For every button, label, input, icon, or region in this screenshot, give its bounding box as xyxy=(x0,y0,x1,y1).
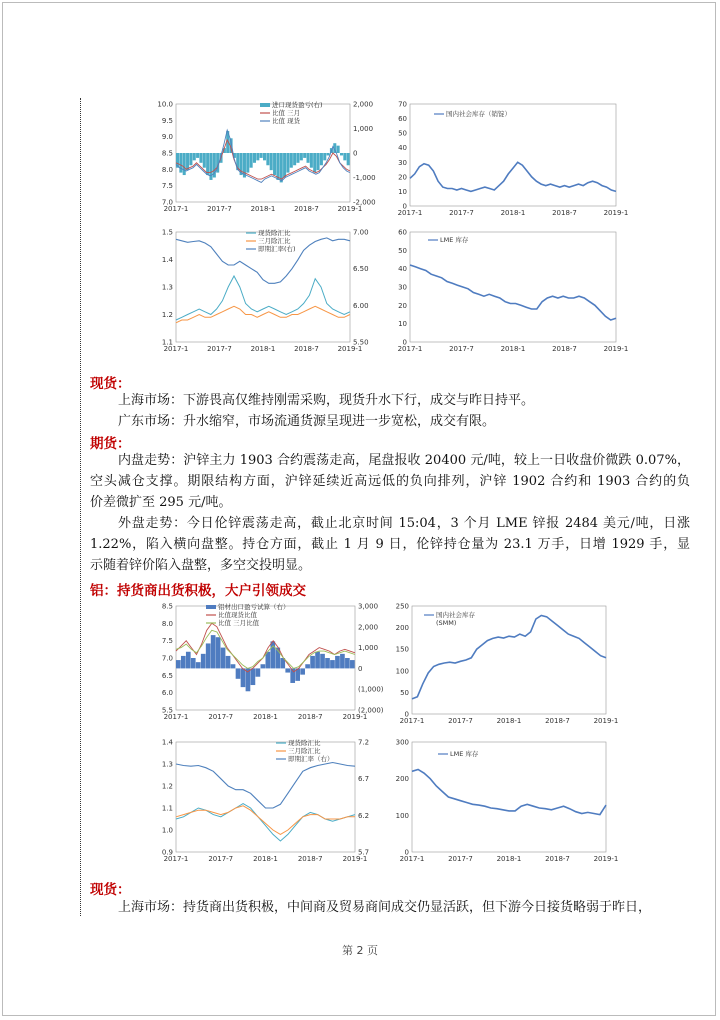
y-tick-label: 0 xyxy=(402,202,407,211)
bar xyxy=(250,153,253,168)
bar xyxy=(260,153,263,158)
domestic-line-1: 内盘走势：沪锌主力 1903 合约震荡走高，尾盘报收 20400 元/吨，较上一日收盘价微跌 0.07%， xyxy=(118,453,690,468)
y2-tick-label: 3,000 xyxy=(358,602,379,611)
x-tick-label: 2017-7 xyxy=(449,209,474,217)
bar xyxy=(270,641,275,668)
bar xyxy=(320,153,323,165)
y2-tick-label: 1,000 xyxy=(358,644,379,653)
y2-tick-label: 6.50 xyxy=(353,265,369,274)
y2-tick-label: 5.50 xyxy=(353,338,369,347)
bar xyxy=(179,153,182,173)
y-tick-label: 250 xyxy=(395,602,409,611)
x-tick-label: 2017-1 xyxy=(163,713,189,721)
legend-label: 三月除汇比 xyxy=(288,747,321,755)
bar xyxy=(206,153,209,175)
bar xyxy=(276,153,279,180)
bar xyxy=(293,153,296,165)
overseas-line-3: 示随着锌价陷入盘整，多空交投明显。 xyxy=(90,558,312,573)
spot-paragraph-guangdong: 广东市场：升水缩窄，市场流通货源呈现进一步宽松，成交有限。 xyxy=(118,414,496,429)
y2-tick-label: 0 xyxy=(358,664,363,673)
bar xyxy=(300,668,305,674)
chart-zinc-social-inventory xyxy=(388,98,628,220)
bar xyxy=(310,153,313,168)
y-tick-label: 1.2 xyxy=(161,782,173,791)
bar xyxy=(176,660,181,668)
legend-label: 国内社会库存（销锭） xyxy=(446,110,511,118)
x-tick-label: 2018-1 xyxy=(500,209,526,217)
bar xyxy=(196,662,201,668)
x-tick-label: 2018-1 xyxy=(500,345,526,353)
y-tick-label: 1.3 xyxy=(161,760,173,769)
legend-swatch xyxy=(206,605,216,609)
y-tick-label: 1.4 xyxy=(161,256,173,264)
bar xyxy=(196,153,199,158)
chart-alu-exchange-ratio xyxy=(150,736,390,868)
bar xyxy=(340,654,345,669)
bar xyxy=(327,153,330,155)
bar xyxy=(186,652,191,669)
legend-label: 即期汇率（右） xyxy=(288,755,334,763)
y-tick-label: 60 xyxy=(398,115,407,124)
legend-label: LME 库存 xyxy=(440,236,469,244)
series-line xyxy=(410,162,616,191)
bar xyxy=(286,153,289,173)
y-tick-label: 300 xyxy=(395,738,409,747)
aluminum-spot-heading: 现货： xyxy=(90,882,131,898)
x-tick-label: 2019-1 xyxy=(342,713,368,721)
legend-label: LME 库存 xyxy=(450,750,479,758)
x-tick-label: 2017-1 xyxy=(397,345,423,353)
aluminum-section-title: 铝：持货商出货积极，大户引领成交 xyxy=(90,583,306,599)
y-tick-label: 100 xyxy=(395,811,409,820)
bar xyxy=(206,643,211,668)
bar xyxy=(253,153,256,163)
futures-paragraph-overseas xyxy=(90,513,690,576)
bar xyxy=(340,153,343,155)
bar xyxy=(226,656,231,668)
y2-tick-label: 0 xyxy=(353,149,358,158)
y-tick-label: 8.0 xyxy=(161,165,173,174)
chart-alu-social-inventory xyxy=(388,600,628,728)
y2-tick-label: 2,000 xyxy=(358,623,379,632)
bar xyxy=(273,153,276,175)
x-tick-label: 2017-7 xyxy=(448,855,473,863)
bar xyxy=(343,153,346,160)
bar xyxy=(305,664,310,668)
bar xyxy=(335,656,340,668)
chart-alu-export xyxy=(150,600,390,728)
x-tick-label: 2019-1 xyxy=(593,717,619,725)
bar xyxy=(201,654,206,669)
y-tick-label: 150 xyxy=(395,645,409,654)
legend-label: 现货除汇比 xyxy=(258,229,291,237)
y2-tick-label: (1,000) xyxy=(358,685,384,694)
x-tick-label: 2019-1 xyxy=(603,209,629,217)
legend-label: 铝材出口盈亏试算（右） xyxy=(218,603,290,611)
x-tick-label: 2019-1 xyxy=(342,855,368,863)
bar xyxy=(236,668,241,678)
x-tick-label: 2018-1 xyxy=(496,717,522,725)
legend-label: 比值 现货 xyxy=(272,117,301,125)
x-tick-label: 2018-7 xyxy=(552,209,577,217)
bar xyxy=(290,153,293,168)
y-tick-label: 0 xyxy=(402,338,407,347)
x-tick-label: 2017-1 xyxy=(397,209,423,217)
x-tick-label: 2018-1 xyxy=(250,205,276,213)
y-tick-label: 30 xyxy=(398,158,407,167)
y-tick-label: 9.0 xyxy=(161,133,173,142)
plot-area xyxy=(410,232,616,342)
overseas-line-2: 1.22%，陷入横向盘整。持仓方面，截止 1 月 9 日，伦锌持仓量为 23.1 万手，日增 1929 手，显 xyxy=(90,537,690,552)
y-tick-label: 1.0 xyxy=(161,826,173,835)
y-tick-label: 70 xyxy=(398,100,407,109)
y-tick-label: 7.5 xyxy=(161,637,173,646)
x-tick-label: 2017-7 xyxy=(207,345,232,353)
x-tick-label: 2017-1 xyxy=(399,855,425,863)
bar xyxy=(199,153,202,163)
y2-tick-label: 7.2 xyxy=(358,738,370,747)
bar xyxy=(325,658,330,668)
bar xyxy=(191,658,196,668)
series-line xyxy=(176,804,355,841)
y-tick-label: 10 xyxy=(398,187,407,196)
bar xyxy=(270,153,273,170)
x-tick-label: 2018-7 xyxy=(545,855,570,863)
bar xyxy=(320,654,325,669)
y-tick-label: 0 xyxy=(404,710,409,719)
bar xyxy=(186,153,189,170)
bar xyxy=(345,658,350,668)
y2-tick-label: 5.7 xyxy=(358,848,370,857)
bar xyxy=(221,648,226,669)
x-tick-label: 2017-7 xyxy=(449,345,474,353)
bar xyxy=(283,153,286,178)
legend-label: 比值现货比值 xyxy=(218,611,257,619)
y2-tick-label: 6.7 xyxy=(358,775,370,784)
futures-paragraph-domestic xyxy=(90,450,690,513)
y-tick-label: 20 xyxy=(398,173,407,182)
y-tick-label: 60 xyxy=(398,228,407,237)
series-line xyxy=(412,616,606,699)
y-tick-label: 7.5 xyxy=(161,182,173,191)
bar xyxy=(350,660,355,668)
y-tick-label: 50 xyxy=(400,688,409,697)
y-tick-label: 10 xyxy=(398,320,407,329)
legend-label: 即期汇率(右) xyxy=(258,245,296,253)
bar xyxy=(330,660,335,668)
y-tick-label: 1.2 xyxy=(161,311,173,319)
x-tick-label: 2018-7 xyxy=(545,717,570,725)
y-tick-label: 7.0 xyxy=(161,198,173,207)
x-tick-label: 2018-1 xyxy=(250,345,276,353)
y-tick-label: 50 xyxy=(398,129,407,138)
bar xyxy=(266,153,269,165)
y-tick-label: 0 xyxy=(404,848,409,857)
y-tick-label: 5.5 xyxy=(161,706,173,715)
chart-alu-lme-inventory xyxy=(388,736,628,868)
bar xyxy=(300,153,303,160)
x-tick-label: 2018-1 xyxy=(253,713,278,721)
y-tick-label: 6.5 xyxy=(161,671,173,680)
x-tick-label: 2019-1 xyxy=(337,345,363,353)
bar xyxy=(241,668,246,687)
x-tick-label: 2019-1 xyxy=(337,205,363,213)
bar xyxy=(296,153,299,163)
x-tick-label: 2017-7 xyxy=(208,713,234,721)
y2-tick-label: (2,000) xyxy=(358,706,384,715)
bar xyxy=(315,652,320,669)
y-tick-label: 1.5 xyxy=(161,228,173,237)
y-tick-label: 8.5 xyxy=(161,149,173,158)
y-tick-label: 6.0 xyxy=(161,689,173,698)
x-tick-label: 2018-7 xyxy=(552,345,577,353)
futures-heading: 期货： xyxy=(90,436,131,452)
series-line xyxy=(412,770,606,815)
x-tick-label: 2019-1 xyxy=(603,345,629,353)
legend-label: 国内社会库存 xyxy=(436,611,475,619)
y2-tick-label: -1,000 xyxy=(353,174,376,182)
y-tick-label: 9.5 xyxy=(161,116,173,125)
x-tick-label: 2017-7 xyxy=(208,855,234,863)
bar xyxy=(183,153,186,175)
y-tick-label: 0.9 xyxy=(161,848,173,857)
legend-label: 三月除汇比 xyxy=(258,237,291,245)
y-tick-label: 1.3 xyxy=(161,283,173,292)
aluminum-spot-paragraph: 上海市场：持货商出货积极，中间商及贸易商间成交仍显活跃，但下游今日接货略弱于昨日， xyxy=(118,900,652,915)
series-line xyxy=(176,763,355,809)
bar xyxy=(337,146,340,153)
y-tick-label: 1.4 xyxy=(161,738,173,747)
legend-label: (SMM) xyxy=(436,619,457,627)
y2-tick-label: 6.2 xyxy=(358,811,370,820)
overseas-line-1: 外盘走势：今日伦锌震荡走高，截止北京时间 15:04，3 个月 LME 锌报 2484 美元/吨，日涨 xyxy=(118,516,690,531)
legend-label: 进口现货盈亏(右) xyxy=(272,101,323,109)
bar xyxy=(307,153,310,163)
bar xyxy=(203,153,206,168)
legend-label: 现货除汇比 xyxy=(288,739,321,747)
x-tick-label: 2018-1 xyxy=(253,855,278,863)
y2-tick-label: 7.00 xyxy=(353,228,369,237)
legend-swatch xyxy=(260,103,270,107)
y-tick-label: 200 xyxy=(395,775,409,784)
x-tick-label: 2017-1 xyxy=(163,345,189,353)
chart-zinc-lme-inventory xyxy=(388,226,628,358)
y-tick-label: 40 xyxy=(398,265,407,274)
bar xyxy=(317,153,320,170)
x-tick-label: 2017-7 xyxy=(207,205,232,213)
bar xyxy=(216,637,221,668)
x-tick-label: 2018-7 xyxy=(297,855,323,863)
x-tick-label: 2017-1 xyxy=(163,205,189,213)
bar xyxy=(256,668,261,676)
y-tick-label: 1.1 xyxy=(161,804,173,813)
page-number: 第 2 页 xyxy=(342,944,378,957)
chart-zinc-exchange-ratio xyxy=(150,226,375,358)
x-tick-label: 2017-1 xyxy=(399,717,425,725)
bar xyxy=(256,153,259,160)
left-dotted-rule xyxy=(80,98,81,916)
y2-tick-label: 2,000 xyxy=(353,100,374,109)
chart-zinc-import xyxy=(150,98,375,220)
y-tick-label: 200 xyxy=(395,624,409,633)
y-tick-label: 20 xyxy=(398,301,407,310)
plot-area xyxy=(410,104,616,206)
series-line xyxy=(176,276,350,320)
bar xyxy=(193,153,196,160)
x-tick-label: 2018-7 xyxy=(294,205,319,213)
bar xyxy=(263,153,266,160)
domestic-line-2: 空头减仓支撑。期限结构方面，沪锌延续近高远低的负向排列，沪锌 1902 合约和 1903 合约的负 xyxy=(90,474,690,489)
x-tick-label: 2017-7 xyxy=(448,717,473,725)
y-tick-label: 50 xyxy=(398,246,407,255)
y-tick-label: 40 xyxy=(398,144,407,153)
x-tick-label: 2018-7 xyxy=(297,713,323,721)
x-tick-label: 2019-1 xyxy=(593,855,619,863)
y-tick-label: 10.0 xyxy=(157,100,173,109)
y2-tick-label: -2,000 xyxy=(353,198,376,207)
bar xyxy=(211,635,216,668)
bar xyxy=(181,656,186,668)
y2-tick-label: 6.00 xyxy=(353,301,369,310)
y-tick-label: 30 xyxy=(398,283,407,292)
bar xyxy=(303,153,306,158)
x-tick-label: 2018-1 xyxy=(496,855,522,863)
plot-area xyxy=(412,742,606,852)
bar xyxy=(313,153,316,173)
x-tick-label: 2017-1 xyxy=(163,855,189,863)
y-tick-label: 7.0 xyxy=(161,654,173,663)
y-tick-label: 8.0 xyxy=(161,619,173,628)
series-line xyxy=(410,265,616,320)
x-tick-label: 2018-7 xyxy=(294,345,319,353)
y-tick-label: 100 xyxy=(395,667,409,676)
y-tick-label: 8.5 xyxy=(161,602,173,611)
bar xyxy=(323,153,326,160)
spot-heading: 现货： xyxy=(90,376,131,392)
y-tick-label: 1.1 xyxy=(161,338,173,347)
y2-tick-label: 1,000 xyxy=(353,125,374,133)
bar xyxy=(246,153,249,173)
spot-paragraph-shanghai: 上海市场：下游畏高仅维持刚需采购，现货升水下行，成交与昨日持平。 xyxy=(118,393,535,408)
bar xyxy=(251,668,256,685)
bar xyxy=(231,664,236,668)
bar xyxy=(347,153,350,165)
bar xyxy=(310,656,315,668)
bar xyxy=(285,668,290,672)
domestic-line-3: 价差微扩至 295 元/吨。 xyxy=(90,495,232,510)
legend-label: 比值 三月比值 xyxy=(218,619,260,627)
bar xyxy=(189,153,192,165)
bar xyxy=(261,664,266,668)
legend-label: 比值 三月 xyxy=(272,109,301,117)
